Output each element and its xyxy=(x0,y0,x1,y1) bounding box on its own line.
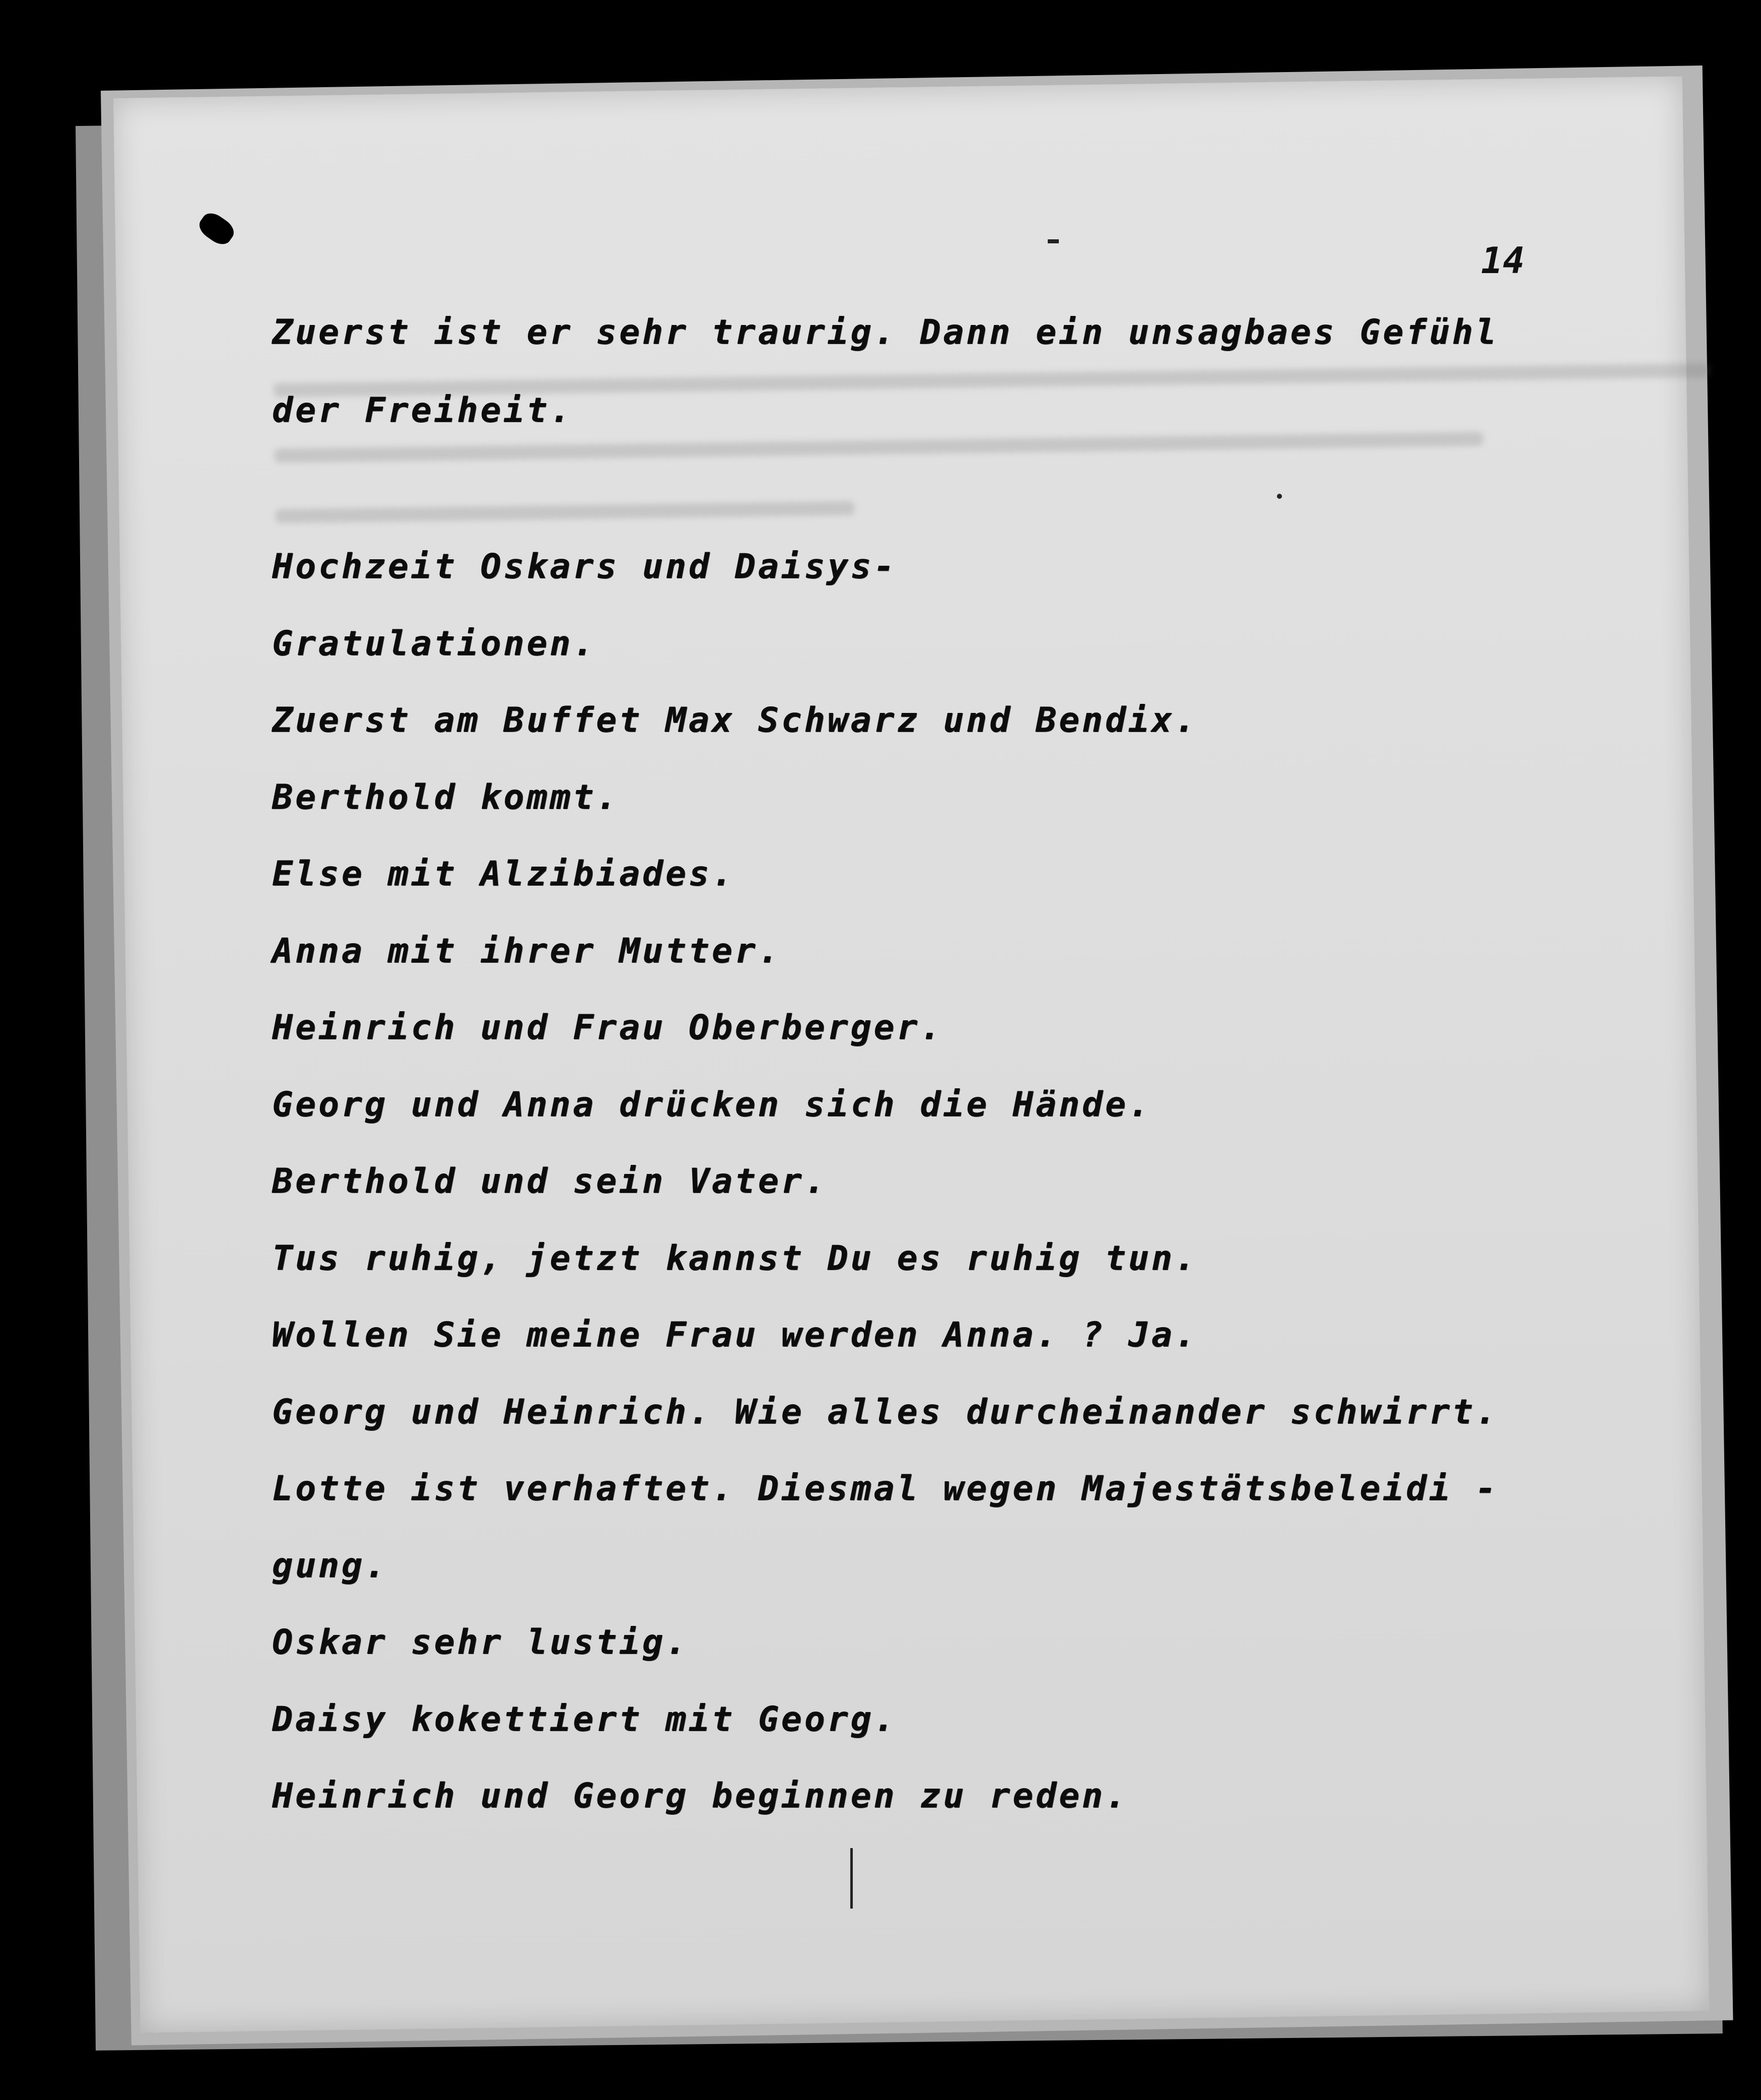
ink-mark xyxy=(1277,494,1282,499)
ink-mark xyxy=(850,1848,853,1909)
ink-mark xyxy=(1048,239,1059,243)
text-line: Lotte ist verhaftet. Diesmal wegen Majestätsbeleidi - xyxy=(272,1469,1499,1508)
text-line: Berthold und sein Vater. xyxy=(272,1161,828,1201)
text-line: Berthold kommt. xyxy=(272,777,620,817)
text-line: Heinrich und Georg beginnen zu reden. xyxy=(272,1776,1128,1816)
bleed-through xyxy=(113,77,1709,2033)
text-line: Daisy kokettiert mit Georg. xyxy=(272,1699,897,1739)
text-line: Else mit Alzibiades. xyxy=(272,854,735,894)
text-line: Hochzeit Oskars und Daisys- xyxy=(272,547,897,586)
text-line: Heinrich und Frau Oberberger. xyxy=(272,1008,943,1047)
page-number: 14 xyxy=(1481,239,1525,282)
text-line: Zuerst am Buffet Max Schwarz und Bendix. xyxy=(272,700,1198,740)
text-line: der Freiheit. xyxy=(272,390,573,430)
text-line: Gratulationen. xyxy=(272,624,596,664)
paper-sheet xyxy=(113,77,1709,2033)
text-line: Anna mit ihrer Mutter. xyxy=(272,931,781,971)
text-line: gung. xyxy=(272,1546,388,1586)
text-line: Oskar sehr lustig. xyxy=(272,1622,689,1662)
text-line: Zuerst ist er sehr traurig. Dann ein unsagbaes Gefühl xyxy=(272,312,1499,352)
text-line: Georg und Anna drücken sich die Hände. xyxy=(272,1085,1152,1125)
text-line: Georg und Heinrich. Wie alles durcheinander schwirrt. xyxy=(272,1392,1499,1432)
text-line: Wollen Sie meine Frau werden Anna. ? Ja. xyxy=(272,1315,1198,1355)
text-line: Tus ruhig, jetzt kannst Du es ruhig tun. xyxy=(272,1238,1198,1278)
